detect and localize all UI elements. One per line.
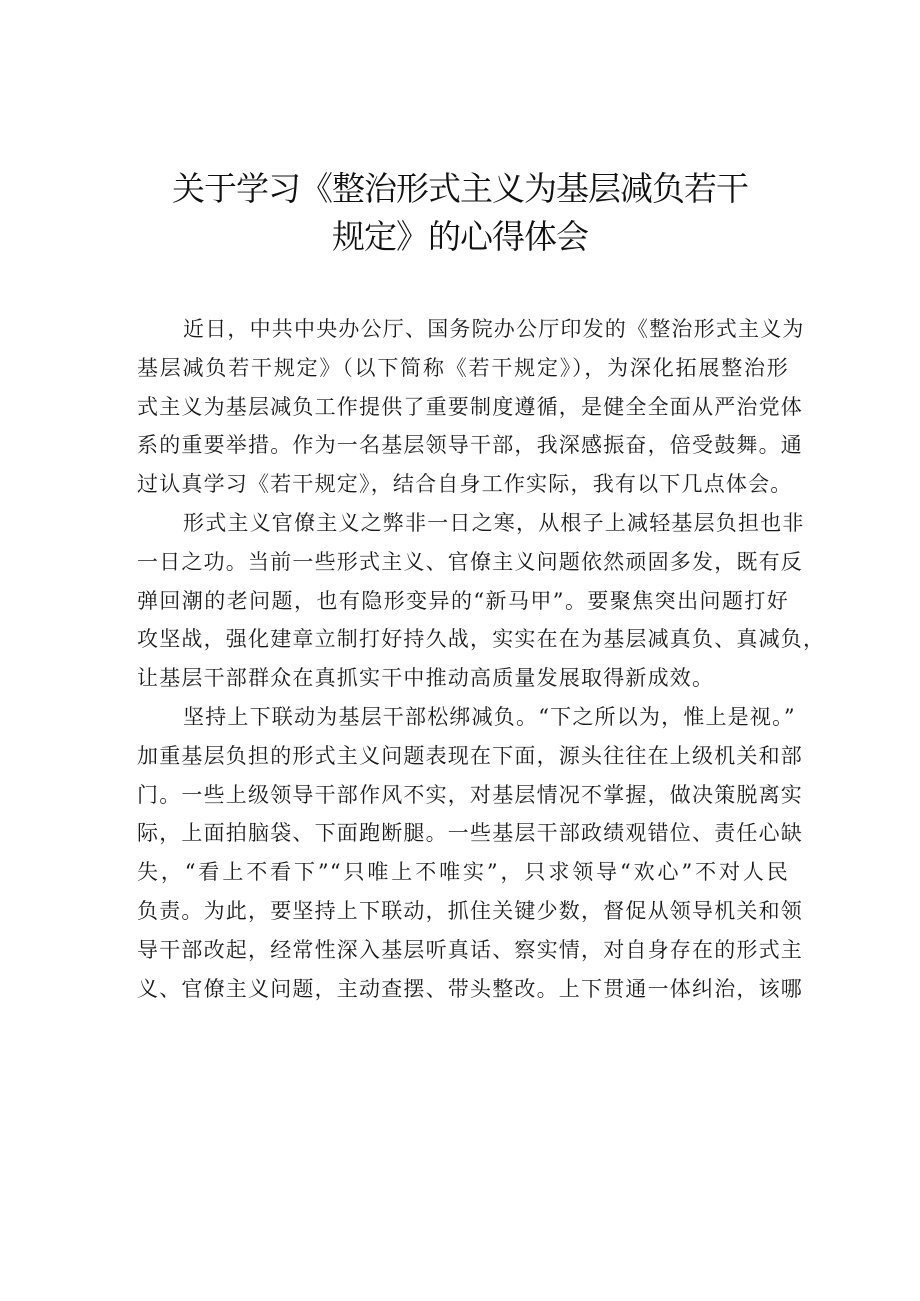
document-body	[137, 310, 826, 1008]
text-line: 负责。为此，要坚持上下联动，抓住关键少数，督促从领导机关和领	[137, 898, 803, 923]
text-line: 失，“看上不看下”“只唯上不唯实”，只求领导“欢心”不对人民	[137, 860, 789, 885]
text-line: 门。一些上级领导干部作风不实，对基层情况不掌握，做决策脱离实	[137, 782, 803, 807]
text-line: 让基层干部群众在真抓实干中推动高质量发展取得新成效。	[137, 666, 715, 691]
text-line: 导干部改起，经常性深入基层听真话、察实情，对自身存在的形式主	[137, 937, 803, 962]
paragraph-2	[137, 504, 826, 698]
text-line: 过认真学习《若干规定》，结合自身工作实际，我有以下几点体会。	[137, 472, 793, 497]
text-line: 基层减负若干规定》（以下简称《若干规定》），为深化拓展整治形	[137, 355, 789, 380]
text-line: 义、官僚主义问题，主动查摆、带头整改。上下贯通一体纠治，该哪	[137, 976, 803, 1001]
text-line: 际，上面拍脑袋、下面跑断腿。一些基层干部政绩观错位、责任心缺	[137, 821, 803, 846]
text-line: 加重基层负担的形式主义问题表现在下面，源头往往在上级机关和部	[137, 743, 803, 768]
text-line: 弹回潮的老问题，也有隐形变异的“新马甲”。要聚焦突出问题打好	[137, 588, 789, 613]
text-line: 攻坚战，强化建章立制打好持久战，实实在在为基层减真负、真减负，	[137, 627, 826, 652]
text-line: 一日之功。当前一些形式主义、官僚主义问题依然顽固多发，既有反	[137, 549, 803, 574]
text-line: 形式主义官僚主义之弊非一日之寒，从根子上减轻基层负担也非	[183, 510, 805, 535]
title-line: 规定》的心得体会	[332, 217, 588, 256]
text-line: 坚持上下联动为基层干部松绑减负。“下之所以为，惟上是视。”	[183, 704, 796, 729]
document-title	[130, 165, 790, 261]
text-line: 近日，中共中央办公厅、国务院办公厅印发的《整治形式主义为	[183, 317, 805, 341]
text-line: 系的重要举措。作为一名基层领导干部，我深感振奋，倍受鼓舞。通	[137, 433, 803, 458]
title-line: 关于学习《整治形式主义为基层减负若干	[172, 169, 748, 208]
paragraph-3	[137, 698, 803, 1008]
text-line: 式主义为基层减负工作提供了重要制度遵循，是健全全面从严治党体	[137, 394, 803, 419]
paragraph-1	[137, 310, 805, 504]
